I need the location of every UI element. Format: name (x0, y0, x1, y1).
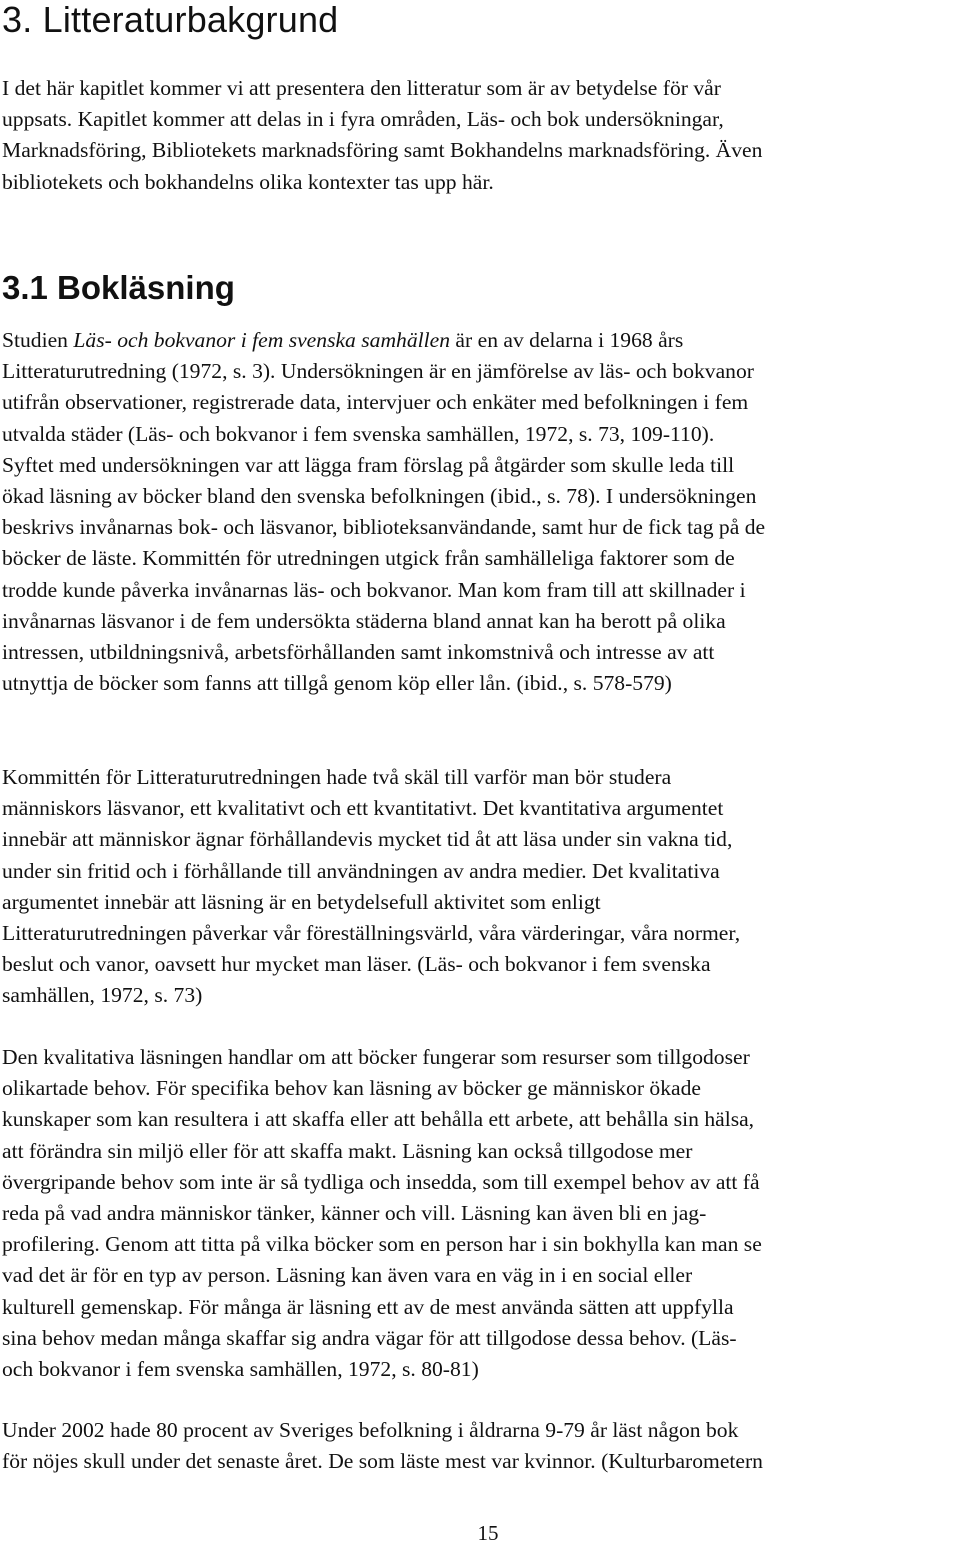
paragraph-line: Syftet med undersökningen var att lägga fram förslag på åtgärder som skulle leda till (2, 452, 735, 477)
intro-paragraph (2, 73, 958, 198)
paragraph-line: beslut och vanor, oavsett hur mycket man läser. (Läs- och bokvanor i fem svenska (2, 952, 711, 977)
intro-line: uppsats. Kapitlet kommer att delas in i fyra områden, Läs- och bok undersökningar, (2, 107, 724, 132)
paragraph-line: beskrivs invånarnas bok- och läsvanor, biblioteksanvändande, samt hur de fick tag på de (2, 515, 766, 540)
intro-line: Marknadsföring, Bibliotekets marknadsföring samt Bokhandelns marknadsföring. Även (2, 138, 763, 163)
paragraph-line: under sin fritid och i förhållande till användningen av andra medier. Det kvalitativa (2, 858, 720, 883)
paragraph-line: invånarnas läsvanor i de fem undersökta städerna bland annat kan ha berott på olika (2, 608, 726, 633)
paragraph-line: samhällen, 1972, s. 73) (2, 983, 203, 1008)
paragraph-line: intressen, utbildningsnivå, arbetsförhållanden samt inkomstnivå och intresse av att (2, 640, 715, 665)
paragraph-line: olikartade behov. För specifika behov kan läsning av böcker ge människor ökade (2, 1076, 701, 1101)
paragraph-line: utnyttja de böcker som fanns att tillgå genom köp eller lån. (ibid., s. 578-579) (2, 671, 672, 696)
paragraph-line: människors läsvanor, ett kvalitativt och ett kvantitativt. Det kvantitativa argumentet (2, 796, 724, 821)
page-number: 15 (477, 1521, 499, 1545)
paragraph-line: för nöjes skull under det senaste året. De som läste mest var kvinnor. (Kulturbarometern (2, 1449, 763, 1474)
line-prefix: Studien (2, 328, 74, 352)
paragraph-line: Litteraturutredningen påverkar vår föreställningsvärld, våra värderingar, våra normer, (2, 921, 741, 946)
paragraph-line (2, 325, 958, 356)
paragraph-line: Den kvalitativa läsningen handlar om att böcker fungerar som resurser som tillgodoser (2, 1045, 750, 1069)
paragraph-line: argumentet innebär att läsning är en betydelsefull aktivitet som enligt (2, 889, 601, 914)
paragraph-line: innebär att människor ägnar förhållandevis mycket tid åt att läsa under sin vakna tid, (2, 827, 733, 852)
paragraph-line: vad det är för en typ av person. Läsning kan även vara en väg in i en social eller (2, 1263, 693, 1288)
paragraph-line: sina behov medan många skaffar sig andra vägar för att tillgodose dessa behov. (Läs- (2, 1325, 737, 1350)
section-paragraph-1 (2, 325, 958, 699)
paragraph-line: trodde kunde påverka invånarnas läs- och bokvanor. Man kom fram till att skillnader i (2, 577, 746, 602)
section-paragraph-4 (2, 1415, 958, 1477)
section-paragraph-3 (2, 1042, 958, 1385)
paragraph-line: ökad läsning av böcker bland den svenska befolkningen (ibid., s. 78). I undersökningen (2, 484, 757, 509)
section-title: 3.1 Bokläsning (2, 269, 235, 306)
paragraph-line: utifrån observationer, registrerade data, intervjuer och enkäter med befolkningen i fem (2, 390, 749, 415)
study-title-italic: Läs- och bokvanor i fem svenska samhällen (73, 328, 451, 352)
paragraph-line: övergripande behov som inte är så tydliga och insedda, som till exempel behov av att få (2, 1169, 760, 1194)
section-paragraph-2 (2, 762, 958, 1012)
intro-line: I det här kapitlet kommer vi att presentera den litteratur som är av betydelse för vår (2, 76, 721, 100)
paragraph-line: böcker de läste. Kommittén för utredningen utgick från samhälleliga faktorer som de (2, 546, 735, 571)
chapter-title: 3. Litteraturbakgrund (2, 0, 339, 40)
paragraph-line: reda på vad andra människor tänker, känner och vill. Läsning kan även bli en jag- (2, 1201, 707, 1226)
paragraph-line: utvalda städer (Läs- och bokvanor i fem svenska samhällen, 1972, s. 73, 109-110). (2, 421, 715, 446)
line-suffix: är en av delarna i 1968 års (450, 328, 684, 352)
paragraph-line: Litteraturutredning (1972, s. 3). Undersökningen är en jämförelse av läs- och bokvanor (2, 359, 754, 384)
paragraph-line: att förändra sin miljö eller för att skaffa makt. Läsning kan också tillgodose mer (2, 1138, 693, 1163)
intro-line: bibliotekets och bokhandelns olika kontexter tas upp här. (2, 169, 494, 194)
paragraph-line: profilering. Genom att titta på vilka böcker som en person har i sin bokhylla kan man se (2, 1232, 762, 1257)
paragraph-line: Kommittén för Litteraturutredningen hade två skäl till varför man bör studera (2, 765, 672, 789)
paragraph-line: och bokvanor i fem svenska samhällen, 1972, s. 80-81) (2, 1357, 479, 1382)
paragraph-line: kunskaper som kan resultera i att skaffa eller att behålla ett arbete, att behålla sin hälsa, (2, 1107, 755, 1132)
paragraph-line: kulturell gemenskap. För många är läsning ett av de mest använda sätten att uppfylla (2, 1294, 734, 1319)
paragraph-line: Under 2002 hade 80 procent av Sveriges befolkning i åldrarna 9-79 år läst någon bok (2, 1418, 739, 1442)
